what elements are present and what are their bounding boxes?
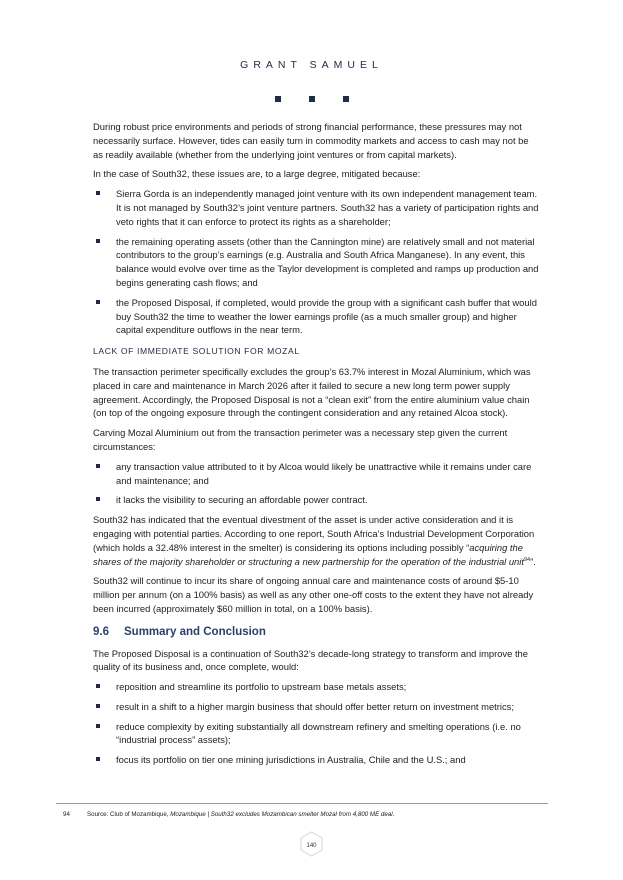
- list-item: reduce complexity by exiting substantially all downstream refinery and smelting operations (i.e. no “industrial process” assets);: [93, 720, 540, 748]
- paragraph: During robust price environments and periods of strong financial performance, these pressures may not necessarily surface. However, tides can easily turn in commodity markets and access to cash may not be as readily available (whether from the underlying joint ventures or from capital markets).: [93, 121, 529, 160]
- square-icon: [275, 96, 281, 102]
- square-icon: [343, 96, 349, 102]
- list-item: focus its portfolio on tier one mining jurisdictions in Australia, Chile and the U.S.; and: [93, 753, 540, 767]
- paragraph-text: South32 has indicated that the eventual divestment of the asset is under active consideration and it is engaging with potential parties. According to one report, South Africa’s Industrial Development Corporation (which holds a 32.48% interest in the smelter) is considering its options including possibly “: [93, 514, 535, 553]
- list-item: reposition and streamline its portfolio to upstream base metals assets;: [93, 680, 540, 694]
- footnote-text: Source: Club of Mozambique,: [87, 811, 171, 818]
- paragraph: Carving Mozal Aluminium out from the transaction perimeter was a necessary step given the current circumstances:: [93, 427, 508, 452]
- bullet-list: [93, 187, 540, 337]
- footnote-title: Mozambique | South32 excludes Mozambican smelter Mozal from 4,800 ME deal: [170, 811, 393, 818]
- quote-text: acquiring the shares of the majority shareholder or structuring a new partnership for the operation of the industrial unit: [93, 541, 524, 567]
- bullet-list: [93, 460, 540, 507]
- bullet-list: [93, 680, 540, 767]
- section-title: Summary and Conclusion: [124, 625, 266, 638]
- list-item: result in a shift to a higher margin business that should offer better return on investment metrics;: [93, 700, 540, 714]
- logo-squares: [0, 89, 623, 107]
- section-number: 9.6: [93, 625, 109, 638]
- footnote: [63, 811, 543, 818]
- footnote-divider: [56, 803, 548, 804]
- paragraph-text: ”.: [530, 555, 536, 567]
- list-item: it lacks the visibility to securing an affordable power contract.: [93, 493, 540, 507]
- subheading: LACK OF IMMEDIATE SOLUTION FOR MOZAL: [93, 346, 300, 357]
- paragraph: The Proposed Disposal is a continuation of South32’s decade-long strategy to transform and improve the quality of its business and, once complete, would:: [93, 647, 528, 673]
- footnote-number: 94: [63, 811, 70, 818]
- page-number: 140: [306, 843, 317, 849]
- list-item: Sierra Gorda is an independently managed joint venture with its own independent management team. It is not managed by South32’s joint venture partners. South32 has a variety of participation rights and veto rights that it can enforce to protect its rights as a shareholder;: [93, 187, 540, 228]
- paragraph: The transaction perimeter specifically excludes the group’s 63.7% interest in Mozal Aluminium, which was placed in care and maintenance in March 2026 after it failed to secure a new long term power supply agreement. Accordingly, the Proposed Disposal is not a “clean exit” from the entire aluminium value chain (on top of the ongoing exposure through the contingent consideration and any retained Alcoa stock).: [93, 365, 531, 419]
- section-heading: [93, 626, 540, 640]
- footnote-text: .: [392, 811, 395, 818]
- page-content: [93, 120, 540, 773]
- grant-samuel-logo: GRANT SAMUEL: [240, 59, 383, 71]
- paragraph: In the case of South32, these issues are, to a large degree, mitigated because:: [93, 168, 421, 180]
- paragraph: [93, 513, 540, 568]
- list-item: the remaining operating assets (other than the Cannington mine) are relatively small and not material contributors to the group’s earnings (e.g. Australia and South Africa Manganese). In any event, this balance would evolve over time as the Taylor development is completed and ramps up production and begins generating cash flows; and: [93, 235, 540, 290]
- list-item: the Proposed Disposal, if completed, would provide the group with a significant cash buffer that would buy South32 the time to weather the lower earnings profile (as a much smaller group) and higher capital expenditure outflows in the near term.: [93, 296, 540, 337]
- square-icon: [309, 96, 315, 102]
- footnote-ref[interactable]: 94: [523, 556, 531, 563]
- paragraph: South32 will continue to incur its share of ongoing annual care and maintenance costs of around $5-10 million per annum (on a 100% basis) as well as any other one-off costs to the extent they have not already been incurred (approximately $60 million in total, on a 100% basis).: [93, 575, 534, 614]
- list-item: any transaction value attributed to it by Alcoa would likely be unattractive while it remains under care and maintenance; and: [93, 460, 540, 488]
